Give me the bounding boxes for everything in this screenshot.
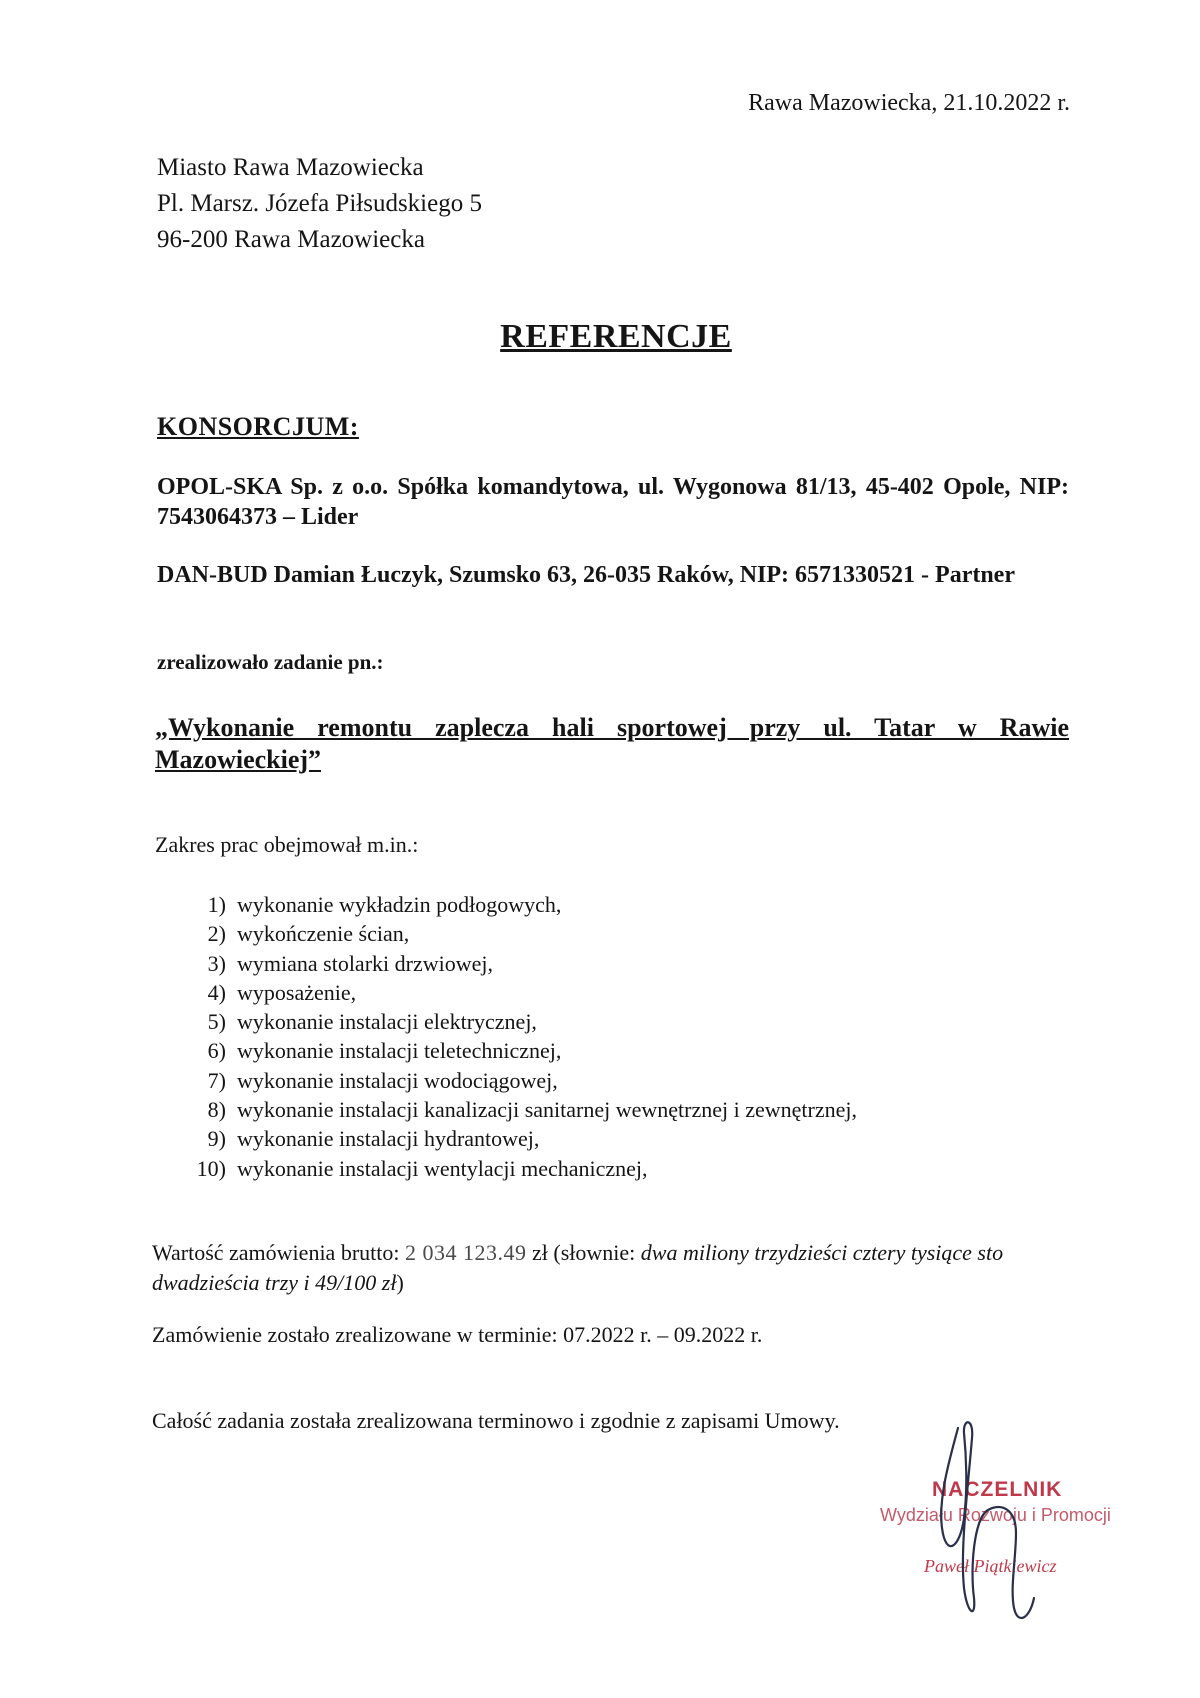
- task-name: „Wykonanie remontu zaplecza hali sportowej przy ul. Tatar w Rawie Mazowieckiej”: [155, 713, 1069, 774]
- list-item: [188, 919, 857, 948]
- stamp-department: Wydziału Rozwoju i Promocji: [880, 1505, 1111, 1525]
- handwritten-signature: [930, 1398, 1080, 1648]
- document-title: REFERENCJE: [500, 318, 732, 355]
- list-item-text: wykonanie instalacji teletechnicznej,: [237, 1038, 562, 1064]
- list-item-text: wykonanie instalacji kanalizacji sanitarnej wewnętrznej i zewnętrznej,: [237, 1097, 857, 1123]
- list-item-text: wykonanie wykładzin podłogowych,: [237, 892, 562, 917]
- list-item: [188, 1066, 857, 1095]
- list-item: [188, 949, 857, 978]
- consortium-partner: DAN-BUD Damian Łuczyk, Szumsko 63, 26-035 Raków, NIP: 6571330521 - Partner: [157, 562, 1015, 588]
- list-item: [188, 1124, 857, 1153]
- list-item-text: wykonanie instalacji hydrantowej,: [237, 1126, 540, 1152]
- value-words-suffix: ): [396, 1270, 404, 1295]
- value-label: Wartość zamówienia brutto:: [152, 1240, 400, 1265]
- recipient-line-3: 96-200 Rawa Mazowiecka: [157, 226, 425, 253]
- list-item: [188, 1154, 857, 1183]
- recipient-line-2: Pl. Marsz. Józefa Piłsudskiego 5: [157, 190, 482, 217]
- list-item-text: wykończenie ścian,: [237, 921, 410, 947]
- scope-intro: Zakres prac obejmował m.in.:: [155, 832, 419, 857]
- completion-term: Zamówienie zostało zrealizowane w terminie: 07.2022 r. – 09.2022 r.: [152, 1322, 763, 1347]
- scope-list: [188, 890, 857, 1183]
- final-statement: Całość zadania została zrealizowana terminowo i zgodnie z zapisami Umowy.: [152, 1408, 840, 1433]
- list-item-text: wyposażenie,: [237, 979, 357, 1005]
- list-item-number: 8): [207, 1097, 226, 1123]
- list-item-number: 5): [207, 1009, 226, 1035]
- consortium-label: KONSORCJUM:: [157, 412, 359, 441]
- list-item-text: wykonanie instalacji elektrycznej,: [237, 1009, 537, 1035]
- list-item: [188, 1095, 857, 1124]
- list-item-number: 2): [207, 921, 226, 947]
- value-currency: zł: [531, 1240, 548, 1265]
- list-item: [188, 978, 857, 1007]
- list-item-number: 9): [207, 1126, 226, 1152]
- list-item-number: 4): [207, 979, 226, 1005]
- list-item-text: wymiana stolarki drzwiowej,: [237, 950, 493, 976]
- list-item: [188, 1007, 857, 1036]
- stamp-name: Paweł Piątkiewicz: [924, 1556, 1057, 1576]
- stamp-title: NACZELNIK: [932, 1478, 1063, 1501]
- value-words-prefix: (słownie:: [553, 1240, 636, 1265]
- list-item-text: wykonanie instalacji wentylacji mechanicznej,: [237, 1155, 648, 1181]
- list-item-number: 10): [196, 1155, 226, 1181]
- list-item-number: 6): [207, 1038, 226, 1064]
- contract-value: [152, 1238, 1072, 1298]
- list-item-number: 7): [207, 1067, 226, 1093]
- list-item: [188, 890, 857, 919]
- list-item-number: 1): [207, 892, 226, 917]
- recipient-line-1: Miasto Rawa Mazowiecka: [157, 154, 424, 181]
- place-date: Rawa Mazowiecka, 21.10.2022 r.: [748, 90, 1070, 116]
- list-item-text: wykonanie instalacji wodociągowej,: [237, 1067, 558, 1093]
- task-intro: zrealizowało zadanie pn.:: [157, 650, 384, 674]
- consortium-leader: OPOL-SKA Sp. z o.o. Spółka komandytowa, ul. Wygonowa 81/13, 45-402 Opole, NIP: 7543064373 – Lider: [157, 474, 1069, 530]
- value-amount: 2 034 123.49: [404, 1240, 527, 1265]
- list-item-number: 3): [207, 950, 226, 976]
- value-in-words: dwa miliony trzydzieści cztery tysiące sto dwadzieścia trzy i 49/100 zł: [152, 1240, 1004, 1295]
- recipient-address: [157, 150, 482, 258]
- list-item: [188, 1036, 857, 1065]
